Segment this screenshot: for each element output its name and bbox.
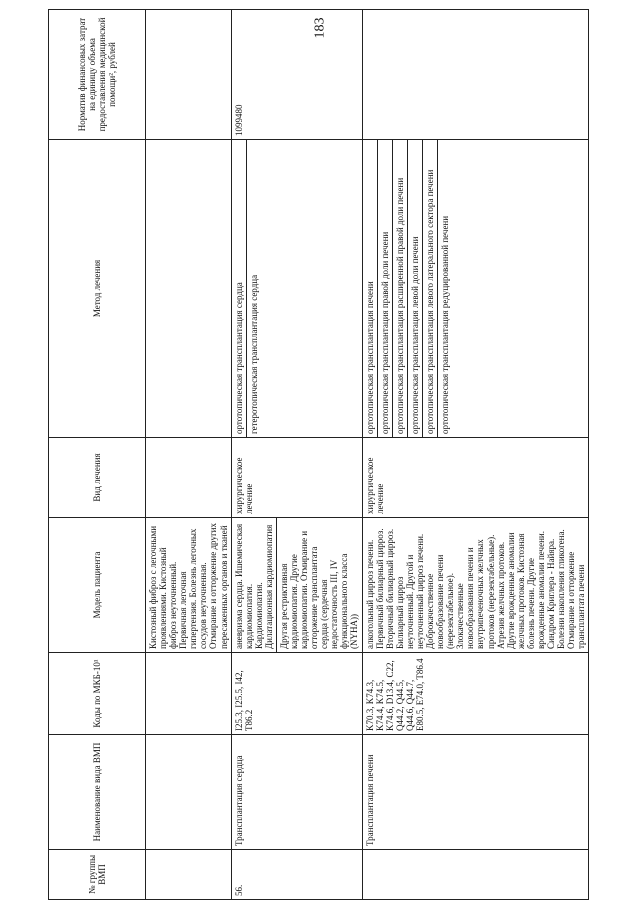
treatment-method-entry: гетеротопическая трансплантация сердца (246, 140, 261, 437)
header-treatment-method: Метод лечения (49, 140, 146, 438)
cell-group-no (146, 850, 232, 900)
patient-model-entry: аневризма сердца. Ишемическая кардиомиопатия. Кардиомиопатия. Дилатационная кардиомиопатия (233, 523, 274, 649)
header-cost-standard: Норматив финансовых затрат на единицу объема предоставления медицинской помощи², рублей (49, 10, 146, 140)
cell-vmp-name (146, 735, 232, 850)
rotated-table-container (48, 10, 598, 900)
header-icd-codes: Коды по МКБ-10¹ (49, 653, 146, 735)
treatment-method-entry: ортотопическая трансплантация сердца (233, 282, 244, 434)
table-row (231, 10, 362, 900)
cell-treatment-type: хирургическое лечение (362, 438, 589, 518)
cell-treatment-method (231, 140, 362, 438)
cell-vmp-name: Трансплантация печени (362, 735, 589, 850)
table-header-row (49, 10, 146, 900)
header-patient-model: Модель пациента (49, 518, 146, 653)
treatment-method-entry: ортотопическая трансплантация расширенной правой доли печени (392, 140, 407, 437)
cell-patient-model (231, 518, 362, 653)
cell-icd-codes: I25.3, I25.5, I42, T86.2 (231, 653, 362, 735)
cell-vmp-name: Трансплантация сердца (231, 735, 362, 850)
cell-group-no: 56. (231, 850, 362, 900)
cell-patient-model (146, 518, 232, 653)
cell-cost: 1099480 (231, 10, 362, 140)
treatment-method-entry: ортотопическая трансплантация печени (364, 281, 375, 434)
vmp-table (48, 9, 589, 900)
cell-cost (362, 10, 589, 140)
treatment-method-entry (146, 140, 150, 437)
treatment-method-entry: ортотопическая трансплантация редуцированной печени (437, 140, 452, 437)
table-row (362, 10, 589, 900)
cell-treatment-method (146, 140, 232, 438)
patient-model-entry: Другая рестриктивная кардиомиопатия. Другие кардиомиопатии. Отмирание и отторжение трансплантата сердца (сердечная недостаточность III, IV функционального класса (NYHA)) (276, 518, 362, 652)
cell-patient-model (362, 518, 589, 653)
cell-treatment-type (146, 438, 232, 518)
treatment-method-entry: ортотопическая трансплантация левой доли печени (407, 140, 422, 437)
cell-treatment-type: хирургическое лечение (231, 438, 362, 518)
treatment-method-entry: ортотопическая трансплантация правой доли печени (377, 140, 392, 437)
cell-group-no (362, 850, 589, 900)
cell-icd-codes (146, 653, 232, 735)
cell-treatment-method (362, 140, 589, 438)
treatment-method-entry: ортотопическая трансплантация левого латерального сектора печени (422, 140, 437, 437)
cell-icd-codes: K70.3, K74.3, K74.4, K74.5, K74.6, D13.4, C22, Q44.2, Q44.5, Q44.6, Q44.7, E80.5, E74.0, T86.4 (362, 653, 589, 735)
table-row (146, 10, 232, 900)
patient-model-entry: алкогольный цирроз печени. Первичный билиарный цирроз. Вторичный билиарный цирроз. Билиарный цирроз неуточненный. Другой и неуточненный цирроз печени. Доброкачественное новообразование печени (нерезектабельное). Злокачественные новообразования печени и внутрипеченочных желчных протоков (нерезектабельные). Атрезия желчных протоков. Другие врожденные аномалии желчных протоков. Кистозная болезнь печени. Другие врожденные аномалии печени. Синдром Криглера - Найяра. Болезни накопления гликогена. Отмирание и отторжение трансплантата печени (364, 528, 587, 649)
header-group-no: № группы ВМП (49, 850, 146, 900)
header-vmp-name: Наименование вида ВМП (49, 735, 146, 850)
page-number: 183 (312, 17, 327, 39)
header-treatment-type: Вид лечения (49, 438, 146, 518)
patient-model-entry: Кистозный фиброз с легочными проявлениями. Кистозный фиброз неуточненный. Первичная легочная гипертензия. Болезнь легочных сосудов неуточненная. Отмирание и отторжение других пересаженных органов и тканей (148, 523, 229, 649)
cell-cost (146, 10, 232, 140)
